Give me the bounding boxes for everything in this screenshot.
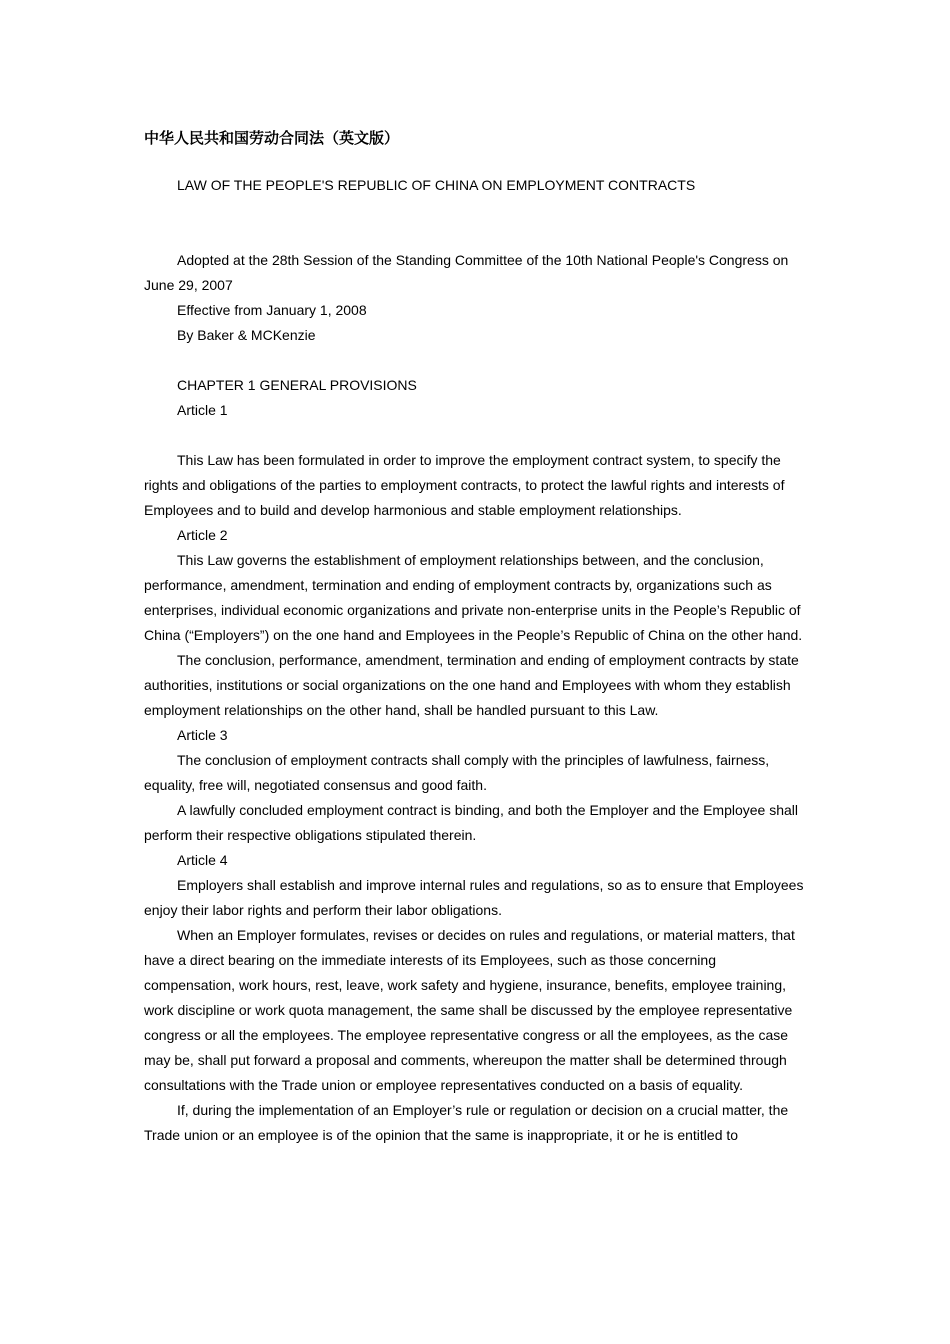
chapter-heading: CHAPTER 1 GENERAL PROVISIONS bbox=[177, 377, 417, 393]
article-4-paragraph: Employers shall establish and improve internal rules and regulations, so as to ensure that Employees enjoy their labor rights and perform their labor obligations. bbox=[144, 877, 804, 918]
article-3-paragraph: A lawfully concluded employment contract is binding, and both the Employer and the Employee shall perform their respective obligations stipulated therein. bbox=[144, 802, 799, 843]
article-4-paragraph: When an Employer formulates, revises or decides on rules and regulations, or material matters, that have a direct bearing on the immediate interests of its Employees, such as those concerning compensation, work hours, rest, leave, work safety and hygiene, insurance, benefits, employee training, work discipline or work quota management, the same shall be discussed by the employee representative congress or all the employees. The employee representative congress or all the employees, as the case may be, shall put forward a proposal and comments, whereupon the matter shall be determined through consultations with the Trade union or employee representatives conducted on a basis of equality. bbox=[144, 927, 795, 1093]
spacer bbox=[144, 348, 808, 373]
article-4-paragraph: If, during the implementation of an Employer’s rule or regulation or decision on a crucial matter, the Trade union or an employee is of the opinion that the same is inappropriate, it or he is entitled to bbox=[144, 1102, 789, 1143]
article-4-heading: Article 4 bbox=[177, 852, 228, 868]
article-3-paragraph: The conclusion of employment contracts shall comply with the principles of lawfulness, fairness, equality, free will, negotiated consensus and good faith. bbox=[144, 752, 770, 793]
effective-date: Effective from January 1, 2008 bbox=[177, 302, 367, 318]
article-2-paragraph: This Law governs the establishment of employment relationships between, and the conclusion, performance, amendment, termination and ending of employment contracts by, organizations such as enterprises, individual economic organizations and private non-enterprise units in the People’s Republic of China (“Employers”) on the one hand and Employees in the People’s Republic of China on the other hand. bbox=[144, 552, 803, 643]
spacer bbox=[144, 423, 808, 448]
article-1-heading: Article 1 bbox=[177, 402, 228, 418]
document-page bbox=[144, 126, 808, 1148]
article-3-heading: Article 3 bbox=[177, 727, 228, 743]
chinese-title: 中华人民共和国劳动合同法（英文版） bbox=[144, 129, 400, 147]
law-title: LAW OF THE PEOPLE'S REPUBLIC OF CHINA ON EMPLOYMENT CONTRACTS bbox=[177, 177, 696, 193]
article-2-heading: Article 2 bbox=[177, 527, 228, 543]
spacer bbox=[144, 198, 808, 248]
article-2-paragraph: The conclusion, performance, amendment, termination and ending of employment contracts by state authorities, institutions or social organizations on the one hand and Employees with whom they establish employment relationships on the other hand, shall be handled pursuant to this Law. bbox=[144, 652, 799, 718]
adoption-statement: Adopted at the 28th Session of the Standing Committee of the 10th National People's Congress on June 29, 2007 bbox=[144, 252, 789, 293]
translator-credit: By Baker & MCKenzie bbox=[177, 327, 316, 343]
article-1-paragraph: This Law has been formulated in order to improve the employment contract system, to specify the rights and obligations of the parties to employment contracts, to protect the lawful rights and interests of Employees and to build and develop harmonious and stable employment relationships. bbox=[144, 452, 785, 518]
